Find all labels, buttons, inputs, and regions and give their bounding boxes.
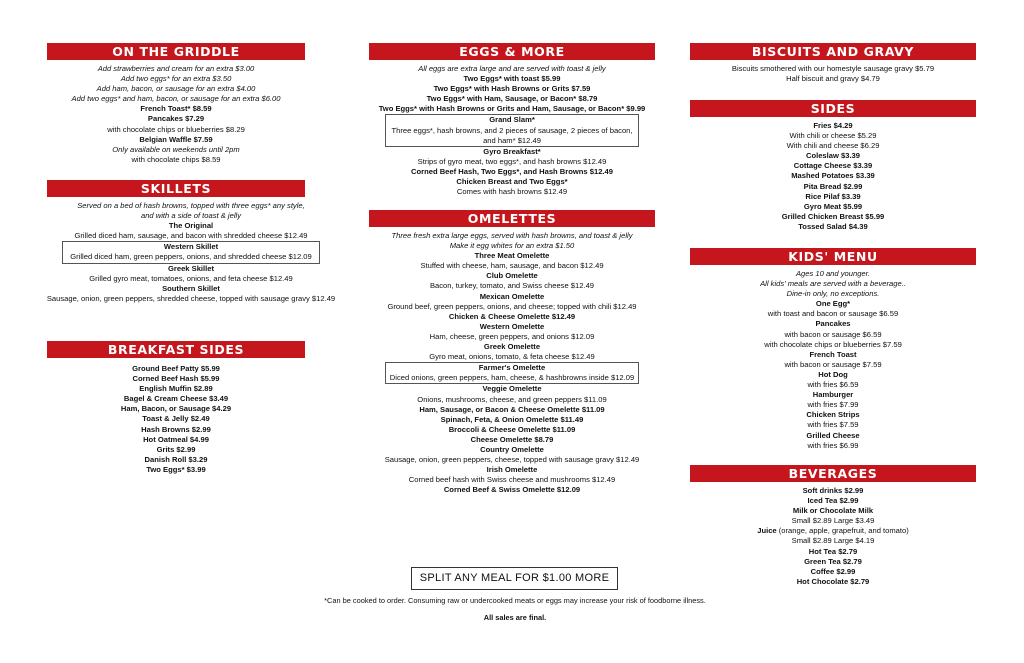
menu-line: Cottage Cheese $3.39	[793, 161, 873, 171]
section-title: SKILLETS	[47, 180, 305, 197]
menu-line: Comes with hash browns $12.49	[456, 187, 568, 197]
menu-line: Juice (orange, apple, grapefruit, and tomato)	[757, 526, 909, 536]
item-desc: Grilled diced ham, green peppers, onions, and shredded cheese $12.09	[70, 252, 312, 262]
menu-line: Two Eggs* with Ham, Sausage, or Bacon* $8.79	[426, 94, 598, 104]
menu-line: Small $2.89 Large $4.19	[791, 536, 875, 546]
menu-line: Milk or Chocolate Milk	[792, 506, 874, 516]
menu-line: Bagel & Cream Cheese $3.49	[123, 394, 229, 404]
item-desc: Three eggs*, hash browns, and 2 pieces of sausage, 2 pieces of bacon, and ham* $12.49	[391, 125, 633, 145]
menu-line: Ages 10 and younger.	[795, 269, 871, 278]
menu-line: Grilled Cheese	[806, 430, 860, 440]
menu-line: All kids' meals are served with a beverage..	[760, 279, 906, 289]
western-skillet-box	[62, 241, 320, 263]
breakfast-sides-list	[47, 364, 305, 475]
menu-line: Club Omelette	[486, 271, 538, 281]
item-name: Farmer's Omelette	[478, 363, 546, 373]
section-skillets	[46, 180, 336, 304]
menu-line: Rice Pilaf $3.39	[805, 191, 861, 201]
menu-line: Corned beef hash with Swiss cheese and mushrooms $12.49	[408, 475, 616, 485]
section-title: ON THE GRIDDLE	[47, 43, 305, 60]
section-griddle	[47, 43, 305, 165]
menu-line: Sausage, onion, green peppers, shredded cheese, topped with sausage gravy $12.49	[46, 293, 336, 303]
omelettes-list	[369, 231, 655, 362]
eggs-list	[369, 64, 655, 114]
menu-line: Ground beef, green peppers, onions, and cheese; topped with chili $12.49	[387, 301, 637, 311]
section-eggs	[369, 43, 655, 197]
menu-line: with fries $6.99	[807, 440, 859, 450]
menu-line: Corned Beef Hash $5.99	[132, 374, 220, 384]
section-title: BREAKFAST SIDES	[47, 341, 305, 358]
section-title: SIDES	[690, 100, 976, 117]
menu-line: Small $2.89 Large $3.49	[791, 516, 875, 526]
menu-line: Tossed Salad $4.39	[798, 221, 868, 231]
split-meal-notice: SPLIT ANY MEAL FOR $1.00 MORE	[411, 567, 618, 590]
menu-line: Hot Tea $2.79	[808, 546, 858, 556]
section-title: EGGS & MORE	[369, 43, 655, 60]
section-beverages	[690, 465, 976, 587]
menu-line: Hash Browns $2.99	[141, 424, 211, 434]
menu-line: Greek Skillet	[167, 263, 214, 273]
menu-line: Green Tea $2.79	[804, 556, 862, 566]
menu-line: Mexican Omelette	[479, 291, 545, 301]
menu-line: The Original	[168, 221, 214, 231]
section-title: BEVERAGES	[690, 465, 976, 482]
menu-line: One Egg*	[815, 299, 851, 309]
menu-line: Sausage, onion, green peppers, cheese, topped with sausage gravy $12.49	[384, 455, 640, 465]
skillets-list-2	[27, 264, 355, 304]
menu-line: Bacon, turkey, tomato, and Swiss cheese $12.49	[429, 281, 595, 291]
menu-line: with fries $7.59	[807, 420, 859, 430]
menu-line: Only available on weekends until 2pm	[112, 144, 240, 154]
menu-line: English Muffin $2.89	[139, 384, 213, 394]
menu-line: Western Omelette	[479, 321, 545, 331]
menu-line: Two Eggs* with toast $5.99	[463, 74, 561, 84]
menu-line: Coffee $2.99	[810, 566, 856, 576]
griddle-list	[47, 64, 305, 165]
menu-line: Spinach, Feta, & Onion Omelette $11.49	[440, 414, 584, 424]
menu-line: Grilled diced ham, sausage, and bacon with shredded cheese $12.49	[74, 231, 308, 241]
menu-line: Veggie Omelette	[482, 384, 542, 394]
menu-line: with bacon or sausage $6.59	[784, 329, 882, 339]
menu-line: with fries $7.99	[807, 400, 859, 410]
menu-line: Greek Omelette	[483, 342, 541, 352]
sides-list	[690, 121, 976, 232]
section-sides	[690, 100, 976, 232]
menu-line: Danish Roll $3.29	[144, 454, 208, 464]
menu-line: Grilled gyro meat, tomatoes, onions, and feta cheese $12.49	[89, 273, 293, 283]
menu-line: Hot Oatmeal $4.99	[143, 434, 209, 444]
menu-line: and with a side of toast & jelly	[140, 211, 242, 221]
menu-line: Add two eggs* for an extra $3.50	[120, 74, 232, 84]
menu-line: With chili and cheese $6.29	[786, 141, 880, 151]
menu-line: Coleslaw $3.39	[805, 151, 861, 161]
menu-line: Three fresh extra large eggs, served with hash browns, and toast & jelly	[391, 231, 633, 240]
menu-line: Gyro Meat $5.99	[803, 201, 863, 211]
section-title: OMELETTES	[369, 210, 655, 227]
menu-line: Corned Beef Hash, Two Eggs*, and Hash Browns $12.49	[411, 166, 613, 176]
menu-line: Pita Bread $2.99	[803, 181, 863, 191]
menu-line: Belgian Waffle $7.59	[139, 134, 213, 144]
menu-line: All eggs are extra large and are served with toast & jelly	[418, 64, 606, 73]
menu-line: Ham, Sausage, or Bacon & Cheese Omelette $11.09	[419, 404, 605, 414]
menu-line: Gyro meat, onions, tomato, & feta cheese $12.49	[429, 352, 595, 362]
menu-line: with chocolate chips or blueberries $7.59	[764, 339, 902, 349]
menu-line: French Toast	[809, 349, 857, 359]
menu-line: Iced Tea $2.99	[807, 496, 859, 506]
grand-slam-box	[385, 114, 639, 146]
menu-line: Add two eggs* and ham, bacon, or sausage for an extra $6.00	[71, 94, 281, 104]
menu-line: Add ham, bacon, or sausage for an extra $4.00	[96, 84, 256, 94]
menu-line: Ham, Bacon, or Sausage $4.29	[120, 404, 232, 414]
menu-line: Dine-in only, no exceptions.	[786, 289, 880, 299]
menu-line: Ham, cheese, green peppers, and onions $12.09	[429, 331, 595, 341]
menu-line: Half biscuit and gravy $4.79	[786, 74, 880, 84]
skillets-list	[27, 201, 355, 241]
item-name: Grand Slam*	[489, 115, 535, 125]
menu-line: Southern Skillet	[162, 283, 220, 293]
eggs-list-2	[369, 147, 655, 197]
menu-line: Corned Beef & Swiss Omelette $12.09	[443, 485, 581, 495]
menu-line: Country Omelette	[480, 444, 544, 454]
menu-line: with chocolate chips or blueberries $8.29	[107, 124, 245, 134]
menu-line: Biscuits smothered with our homestyle sausage gravy $5.79	[731, 64, 935, 73]
menu-line: Served on a bed of hash browns, topped with three eggs* any style,	[77, 201, 305, 210]
menu-line: Pancakes $7.29	[147, 114, 205, 124]
section-breakfast-sides	[47, 341, 305, 475]
menu-line: Two Eggs* with Hash Browns or Grits and Ham, Sausage, or Bacon* $9.99	[378, 104, 646, 114]
all-sales-final: All sales are final.	[483, 613, 547, 622]
menu-line: Grilled Chicken Breast $5.99	[781, 211, 885, 221]
menu-line: Gyro Breakfast*	[483, 146, 541, 156]
section-kids	[690, 248, 976, 451]
section-title: KIDS' MENU	[690, 248, 976, 265]
section-biscuits	[690, 43, 976, 84]
menu-line: Cheese Omelette $8.79	[470, 434, 554, 444]
menu-line: Toast & Jelly $2.49	[142, 414, 210, 424]
menu-line: Add strawberries and cream for an extra $3.00	[97, 64, 255, 73]
menu-line: Onions, mushrooms, cheese, and green peppers $11.09	[417, 394, 607, 404]
section-title: BISCUITS AND GRAVY	[690, 43, 976, 60]
farmers-omelette-box	[385, 362, 639, 384]
menu-line: Two Eggs* with Hash Browns or Grits $7.59	[433, 84, 591, 94]
menu-line: Irish Omelette	[486, 465, 538, 475]
menu-line: Fries $4.29	[813, 121, 853, 130]
menu-line: Mashed Potatoes $3.39	[791, 171, 875, 181]
menu-line: Two Eggs* $3.99	[146, 464, 206, 474]
item-desc: Diced onions, green peppers, ham, cheese, & hashbrowns inside $12.09	[389, 373, 635, 383]
section-omelettes	[369, 210, 655, 495]
omelettes-list-2	[369, 384, 655, 495]
beverages-list	[690, 486, 976, 587]
menu-line: Make it egg whites for an extra $1.50	[449, 241, 575, 251]
menu-line: Strips of gyro meat, two eggs*, and hash browns $12.49	[417, 156, 607, 166]
menu-line: with bacon or sausage $7.59	[784, 359, 882, 369]
item-name: Western Skillet	[163, 242, 219, 252]
menu-line: Pancakes	[815, 319, 851, 329]
menu-line: Stuffed with cheese, ham, sausage, and bacon $12.49	[420, 261, 604, 271]
menu-line: Hot Dog	[818, 369, 848, 379]
menu-line: Hot Chocolate $2.79	[796, 576, 870, 586]
menu-line: Chicken Breast and Two Eggs*	[456, 177, 568, 187]
menu-line: with chocolate chips $8.59	[131, 154, 221, 164]
menu-line: Chicken & Cheese Omelette $12.49	[448, 311, 576, 321]
menu-line: Soft drinks $2.99	[802, 486, 864, 495]
kids-list	[690, 269, 976, 451]
menu-line: with toast and bacon or sausage $6.59	[767, 309, 899, 319]
biscuits-list	[690, 64, 976, 84]
disclaimer: *Can be cooked to order. Consuming raw or undercooked meats or eggs may increase your risk of foodborne illness.	[324, 596, 706, 605]
menu-line: Hamburger	[812, 390, 854, 400]
menu-line: with fries $6.59	[807, 380, 859, 390]
menu-line: Broccoli & Cheese Omelette $11.09	[448, 424, 576, 434]
menu-line: With chili or cheese $5.29	[789, 131, 877, 141]
menu-line: Chicken Strips	[806, 410, 860, 420]
menu-line: Ground Beef Patty $5.99	[132, 364, 220, 373]
menu-line: French Toast* $8.59	[140, 104, 212, 114]
menu-line: Three Meat Omelette	[474, 251, 550, 261]
menu-line: Grits $2.99	[156, 444, 196, 454]
